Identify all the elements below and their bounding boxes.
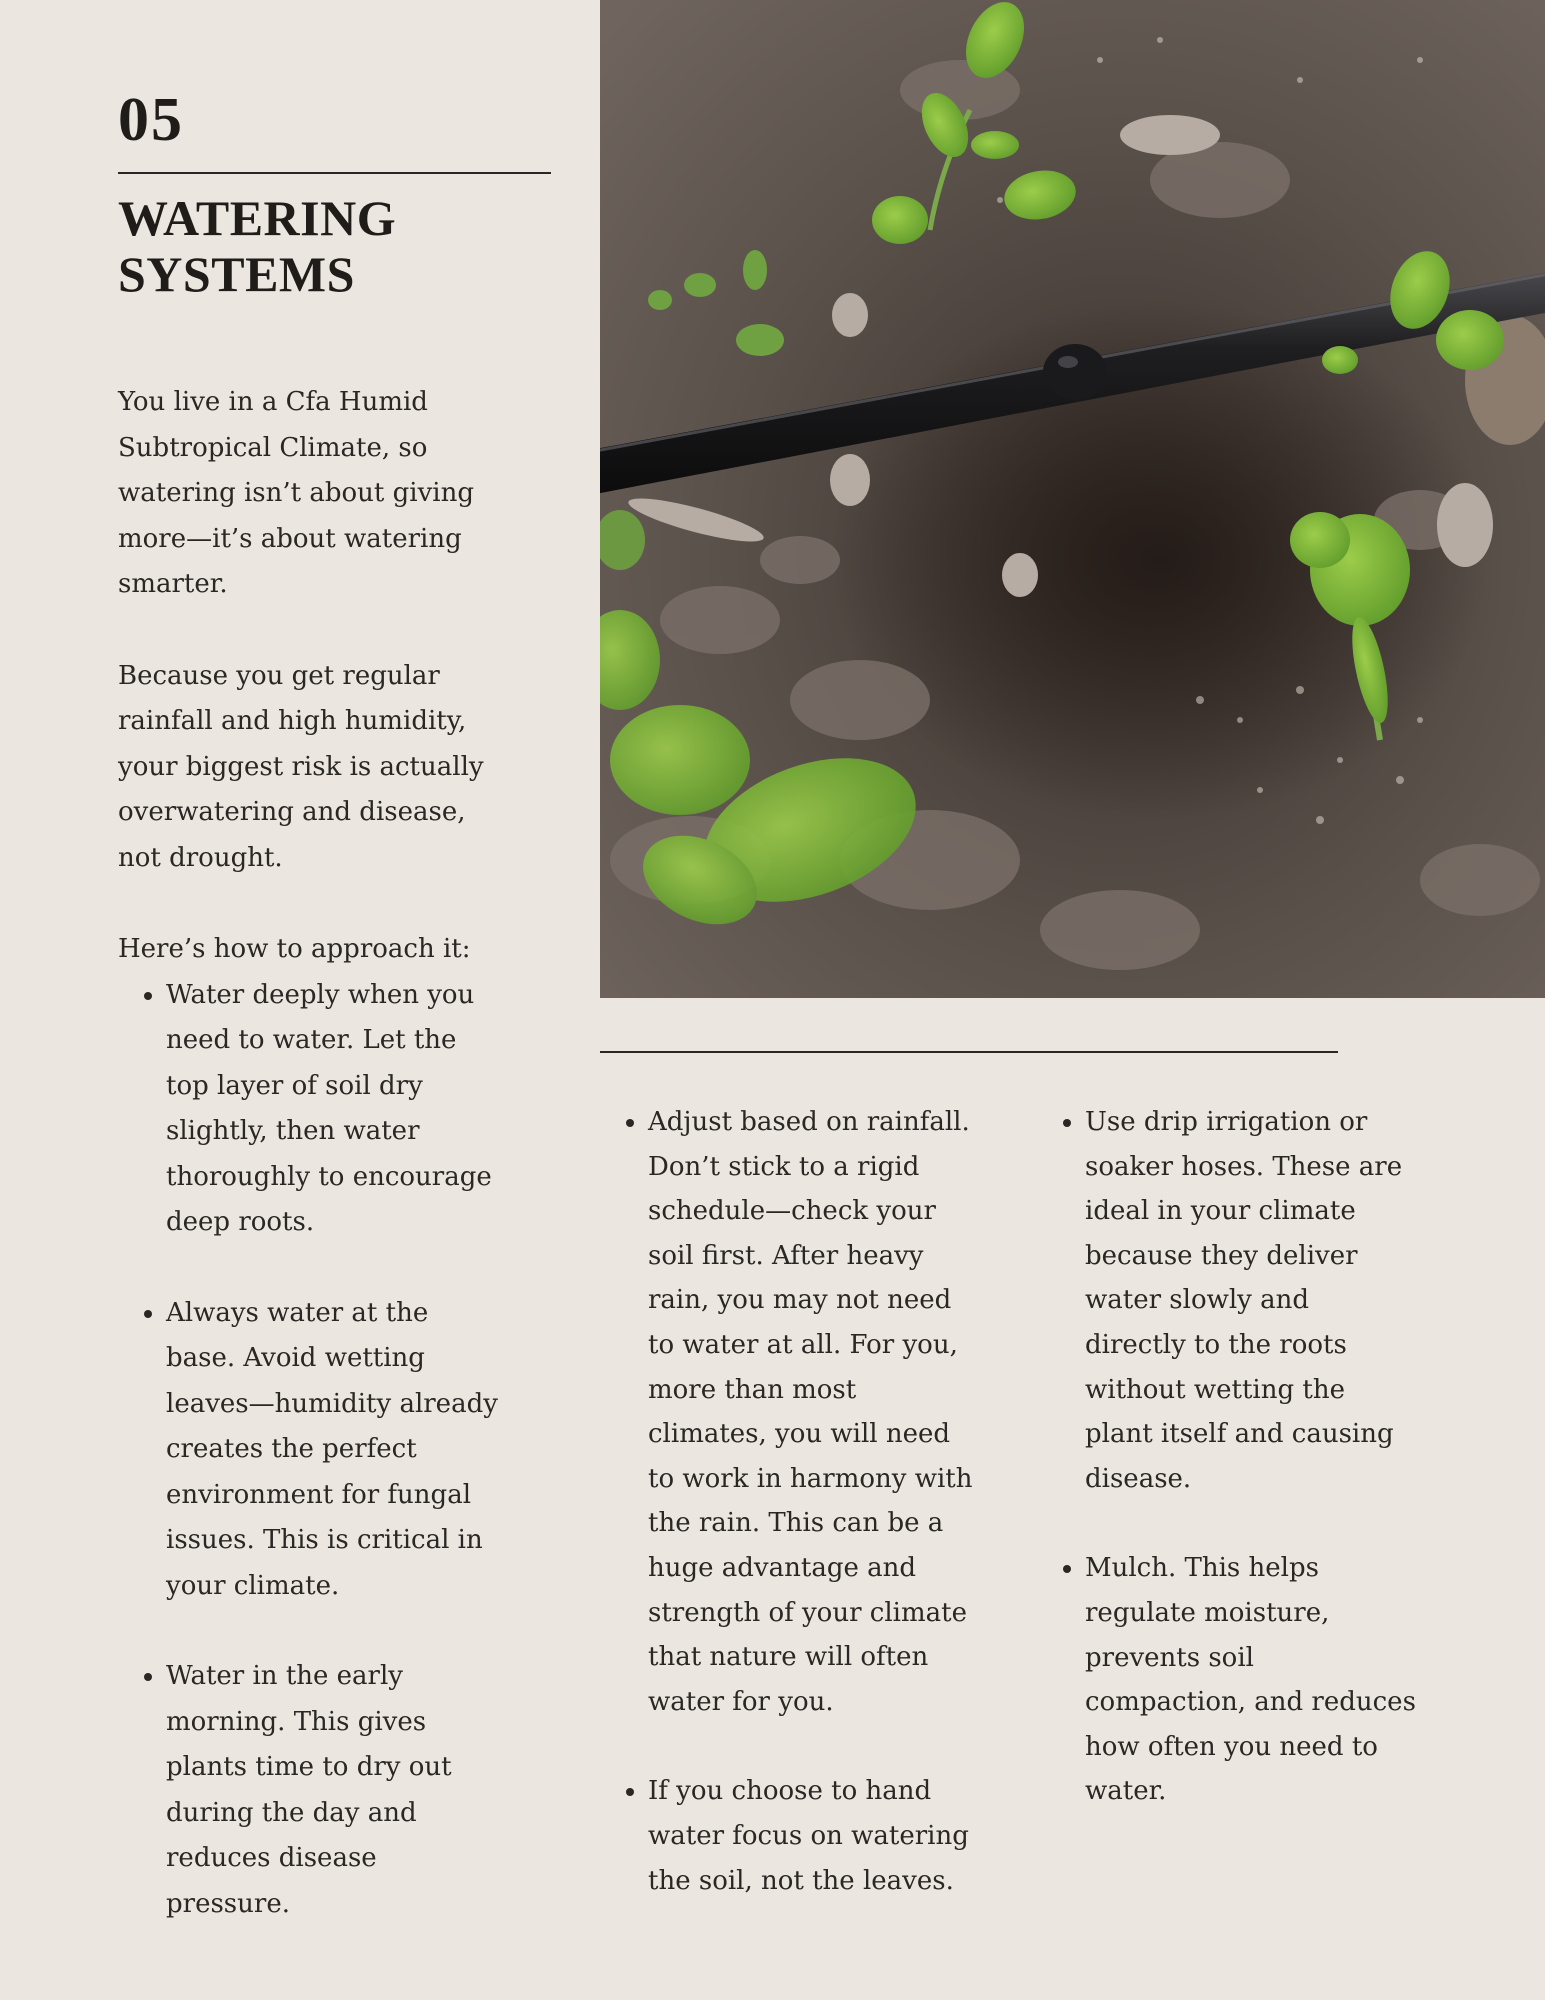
intro-paragraph: You live in a Cfa Humid Subtropical Climate, so watering isn’t about giving more—it’s about watering smarter. [118, 387, 474, 599]
list-item: • Always water at the base. Avoid wetting leaves—humidity already creates the perfect environment for fungal issues. This is critical in your climate. [166, 1291, 498, 1610]
list-item: • If you choose to hand water focus on watering the soil, not the leaves. [648, 1769, 980, 1903]
list-item: • Water in the early morning. This gives plants time to dry out during the day and reduces disease pressure. [166, 1654, 498, 1927]
tips-column-middle [600, 1100, 980, 1903]
lead-in-text: Here’s how to approach it: [118, 934, 471, 964]
column-divider [600, 1051, 1338, 1053]
title-divider [118, 172, 551, 174]
drip-irrigation-photo [600, 0, 1545, 998]
tips-list-middle [600, 1100, 980, 1903]
tips-list-right [1037, 1100, 1417, 1814]
intro-column [118, 380, 498, 1927]
intro-paragraph: Because you get regular rainfall and high humidity, your biggest risk is actually overwatering and disease, not drought. [118, 660, 484, 873]
section-number: 05 [118, 86, 184, 154]
list-item: • Use drip irrigation or soaker hoses. These are ideal in your climate because they deliver water slowly and directly to the roots without wetting the plant itself and causing disease. [1085, 1100, 1417, 1501]
list-item: • Water deeply when you need to water. Let the top layer of soil dry slightly, then water thoroughly to encourage deep roots. [166, 973, 498, 1246]
drip-emitter [1043, 344, 1107, 400]
list-item: • Mulch. This helps regulate moisture, prevents soil compaction, and reduces how often you need to water. [1085, 1546, 1417, 1814]
tips-column-right [1037, 1100, 1417, 1814]
list-item: • Adjust based on rainfall. Don’t stick to a rigid schedule—check your soil first. After heavy rain, you may not need to water at all. For you, more than most climates, you will need to work in harmony with the rain. This can be a huge advantage and strength of your climate that nature will often water for you. [648, 1100, 980, 1724]
section-title: WATERING SYSTEMS [118, 190, 397, 302]
tips-list-left [118, 973, 498, 1928]
